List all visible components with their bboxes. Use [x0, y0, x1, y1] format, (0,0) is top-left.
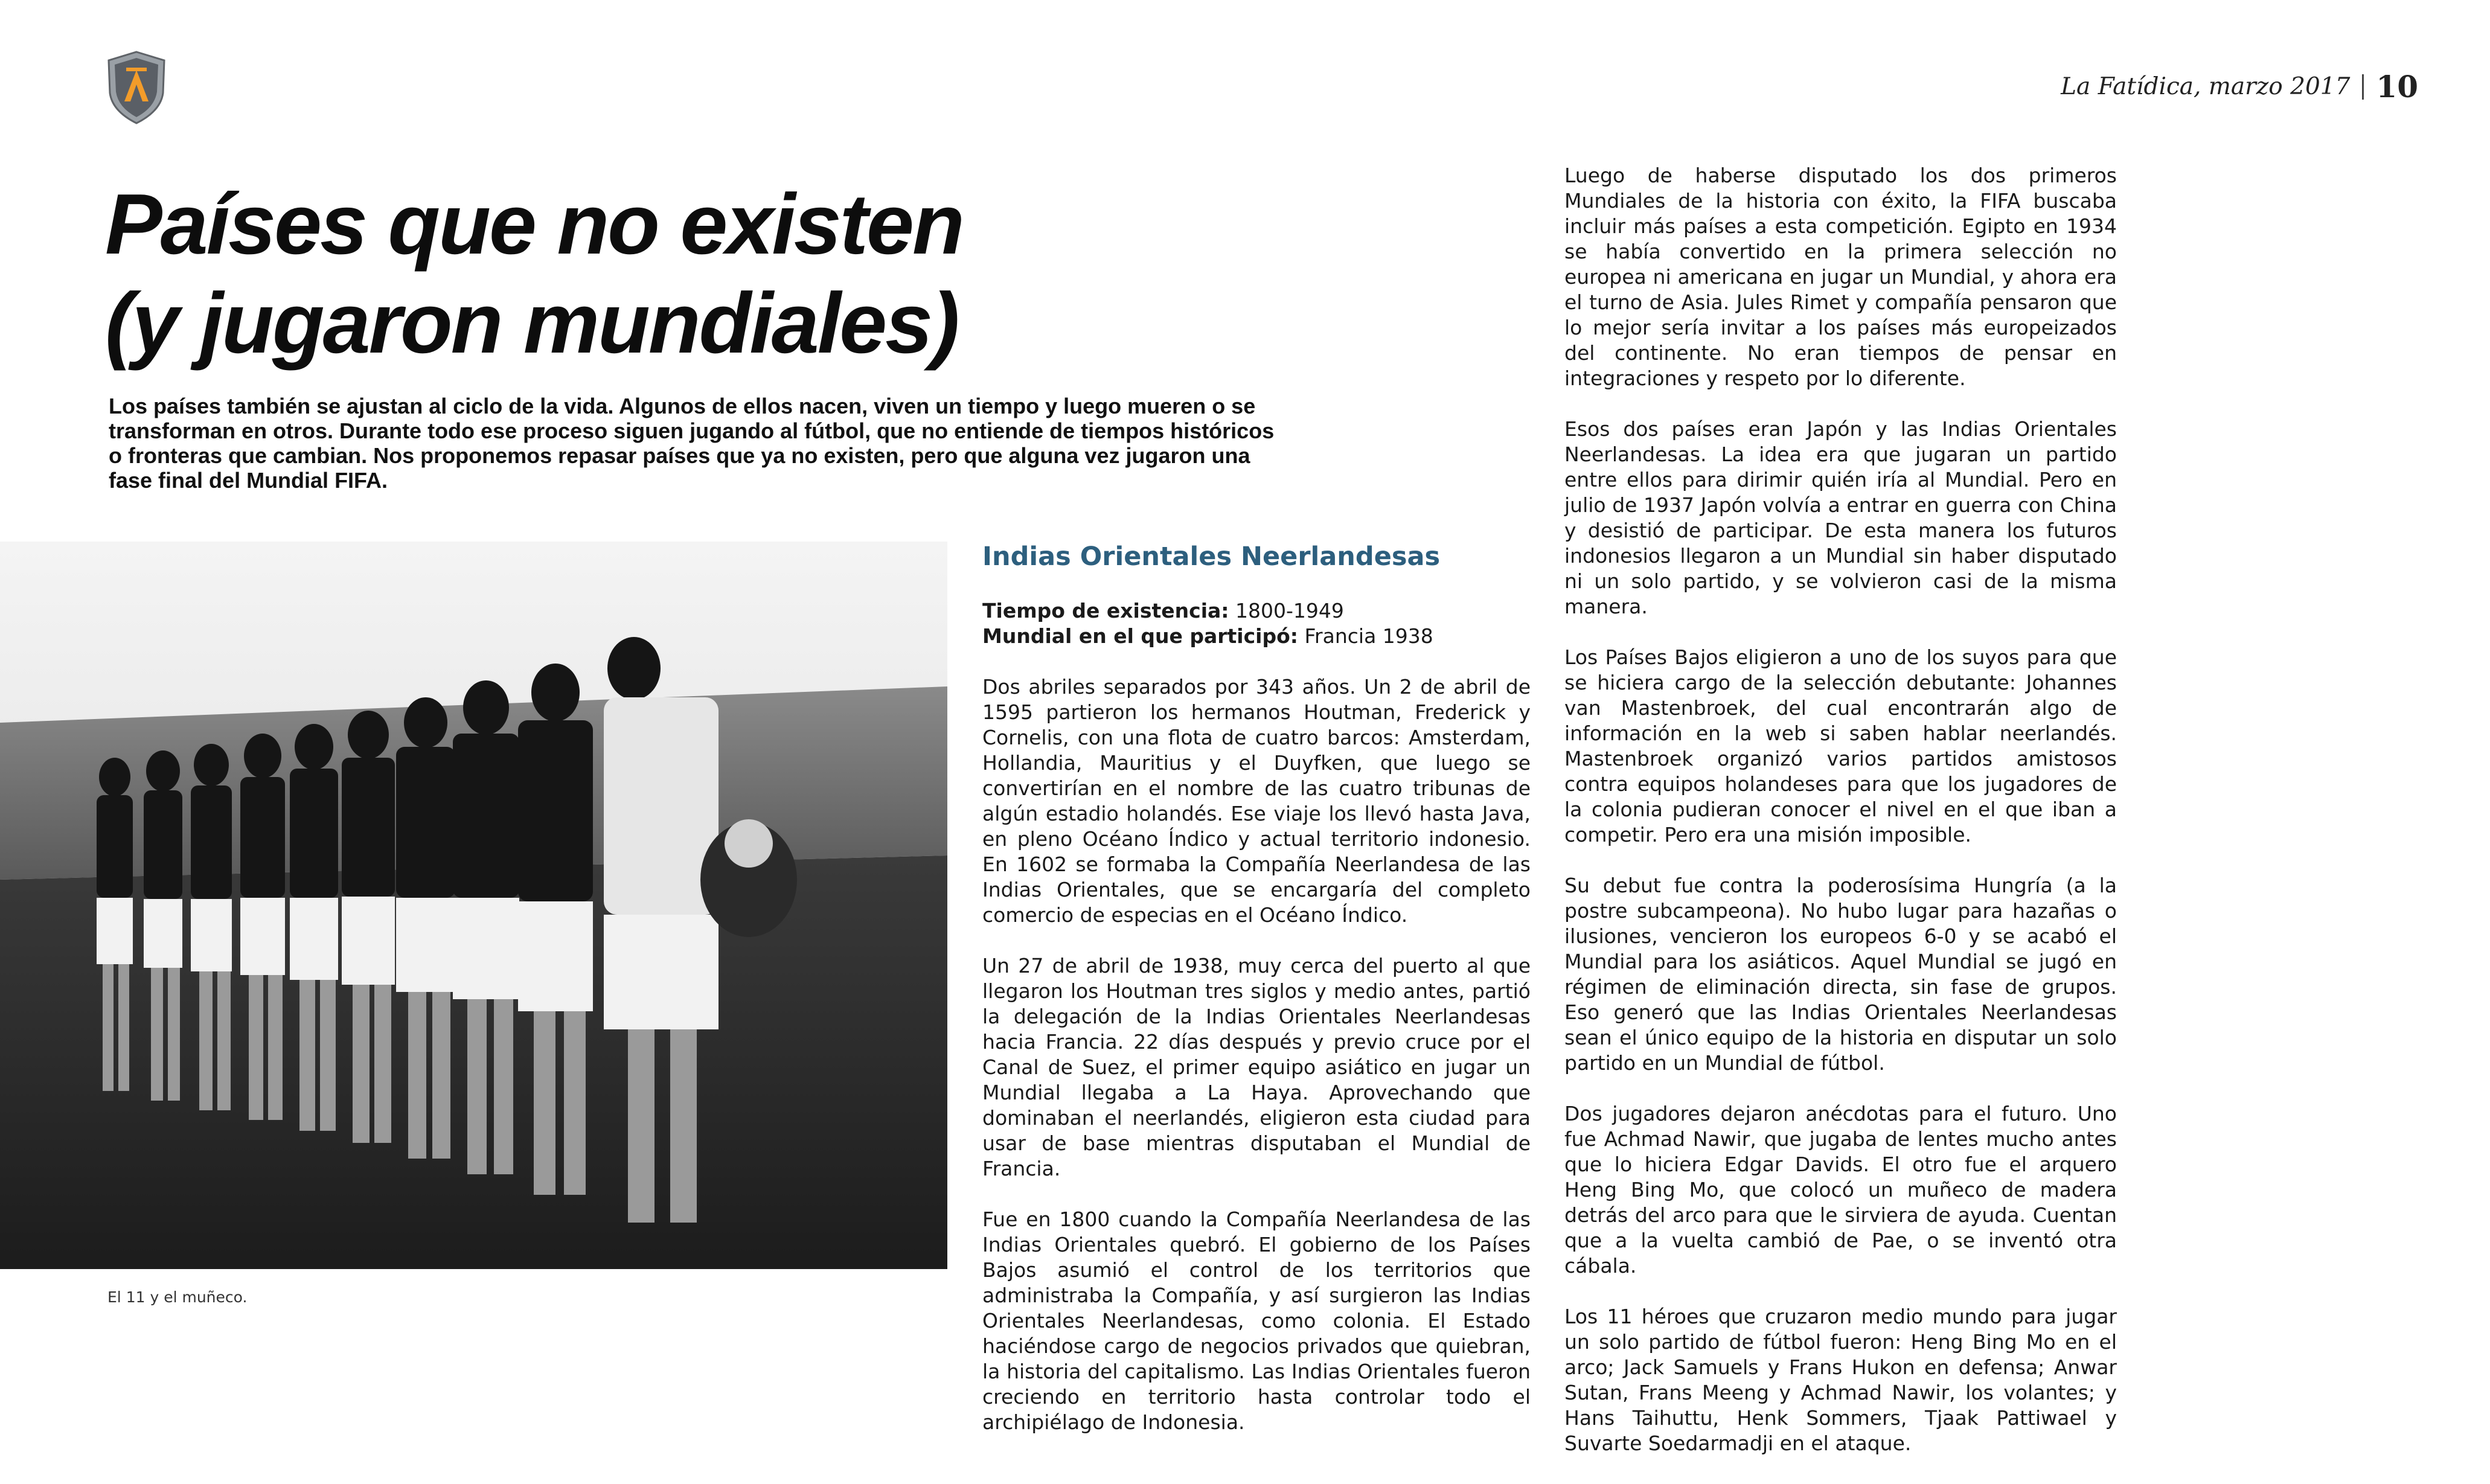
page-number: 10 [2376, 69, 2418, 104]
page-header [2061, 69, 2418, 104]
fact-value: 1800-1949 [1229, 599, 1344, 622]
title-line-1: Países que no existen [105, 176, 963, 272]
body-paragraph: Fue en 1800 cuando la Compañía Neerlandesa de las Indias Orientales quebró. El gobierno de los Países Bajos asumió el control de los territorios que administraba la Compañía, y así surgieron las Indias Orientales Neerlandesas, como colonia. El Estado haciéndose cargo de negocios privados que quiebran, la historia del capitalismo. Las Indias Orientales fueron creciendo en territorio hasta controlar todo el archipiélago de Indonesia. [982, 1207, 1531, 1434]
body-paragraph: Esos dos países eran Japón y las Indias Orientales Neerlandesas. La idea era que jugaran un partido entre ellos para dirimir quién iría al Mundial. Pero en julio de 1937 Japón volvía a entrar en guerra con China y desistió de participar. De esta manera los futuros indonesios llegaron a un Mundial sin haber disputado ni un solo partido, y se volvieron casi de la misma manera. [1564, 417, 2117, 618]
fact-worldcup [982, 624, 1531, 649]
fact-label: Mundial en el que participó: [982, 624, 1298, 648]
fact-label: Tiempo de existencia: [982, 599, 1229, 622]
section-title: Indias Orientales Neerlandesas [982, 542, 1441, 572]
article-lead: Los países también se ajustan al ciclo de la vida. Algunos de ellos nacen, viven un tiempo y luego mueren o se transforman en otros. Durante todo ese proceso siguen jugando al fútbol, que no entiende de tiempos históricos o fronteras que cambian. Nos proponemos repasar países que ya no existen, pero que alguna vez jugaron una fase final del Mundial FIFA. [109, 394, 1275, 493]
body-paragraph: Su debut fue contra la poderosísima Hungría (a la postre subcampeona). No hubo lugar para hazañas o ilusiones, vencieron los europeos 6-0 y se acabó el Mundial para los asiáticos. Aquel Mundial se jugó en régimen de eliminación directa, sin fase de grupos. Eso generó que las Indias Orientales Neerlandesas sean el único equipo de la historia en disputar un solo partido en un Mundial de fútbol. [1564, 874, 2117, 1075]
middle-column [982, 542, 1531, 1460]
article-title [105, 175, 1131, 373]
body-paragraph: Dos jugadores dejaron anécdotas para el futuro. Uno fue Achmad Nawir, que jugaba de lentes mucho antes que lo hiciera Edgar Davids. El otro fue el arquero Heng Bing Mo, que colocó un muñeco de madera detrás del arco para que le sirviera de ayuda. Cuentan que a la vuelta cambió de Pae, o se inventó otra cábala. [1564, 1102, 2117, 1278]
body-paragraph: Dos abriles separados por 343 años. Un 2 de abril de 1595 partieron los hermanos Houtman, Frederick y Cornelis, con una flota de cuatro barcos: Amsterdam, Hollandia, Mauritius y el Duyfken, que luego se convertirían en el nombre de las cuatro tribunas de algún estadio holandés. Ese viaje los llevó hasta Java, en pleno Océano Índico y actual territorio indonesio. En 1602 se formaba la Compañía Neerlandesa de las Indias Orientales, que se encargaría del completo comercio de especias en el Océano Índico. [982, 675, 1531, 927]
body-paragraph: Los Países Bajos eligieron a uno de los suyos para que se hiciera cargo de la selección debutante: Johannes van Mastenbroek, del cual encontrarán algo de información en la web si saben hablar neerlandés. Mastenbroek organizó varios partidos amistosos contra equipos holandeses para que los jugadores de la colonia pudieran conocer el nivel en el que iban a competir. Pero era una misión imposible. [1564, 645, 2117, 846]
body-paragraph: Un 27 de abril de 1938, muy cerca del puerto al que llegaron los Houtman tres siglos y medio antes, partió la delegación de la Indias Orientales Neerlandesas hacia Francia. 22 días después y previo cruce por el Canal de Suez, el primer equipo asiático en jugar un Mundial llegaba a La Haya. Aprovechando que dominaban el neerlandés, eligieron esta ciudad para usar de base mientras disputaban el Mundial de Francia. [982, 954, 1531, 1180]
fact-value: Francia 1938 [1298, 624, 1433, 648]
body-paragraph: Los 11 héroes que cruzaron medio mundo para jugar un solo partido de fútbol fueron: Heng Bing Mo en el arco; Jack Samuels y Frans Hukon en defensa; Anwar Sutan, Frans Meeng y Achmad Nawir, los volantes; y Hans Taihuttu, Henk Sommers, Tjaak Pattiwael y Suvarte Soedarmadji en el ataque. [1564, 1305, 2117, 1455]
right-column [1564, 163, 2117, 1482]
publication-name: La Fatídica, marzo 2017 [2061, 73, 2351, 100]
shield-logo-icon [106, 51, 167, 124]
header-divider [2362, 74, 2364, 100]
facts-box [982, 598, 1531, 649]
title-line-2: (y jugaron mundiales) [105, 275, 958, 371]
body-paragraph: Luego de haberse disputado los dos primeros Mundiales de la historia con éxito, la FIFA buscaba incluir más países a esta competición. Egipto en 1934 se había convertido en la primera selección no europea ni americana en jugar un Mundial, y ahora era el turno de Asia. Jules Rimet y compañía pensaron que lo mejor sería invitar a los países más europeizados del continente. No eran tiempos de pensar en integraciones y respeto por lo diferente. [1564, 164, 2117, 390]
team-photo [0, 542, 947, 1269]
photo-caption: El 11 y el muñeco. [107, 1288, 248, 1306]
fact-existence [982, 598, 1531, 624]
